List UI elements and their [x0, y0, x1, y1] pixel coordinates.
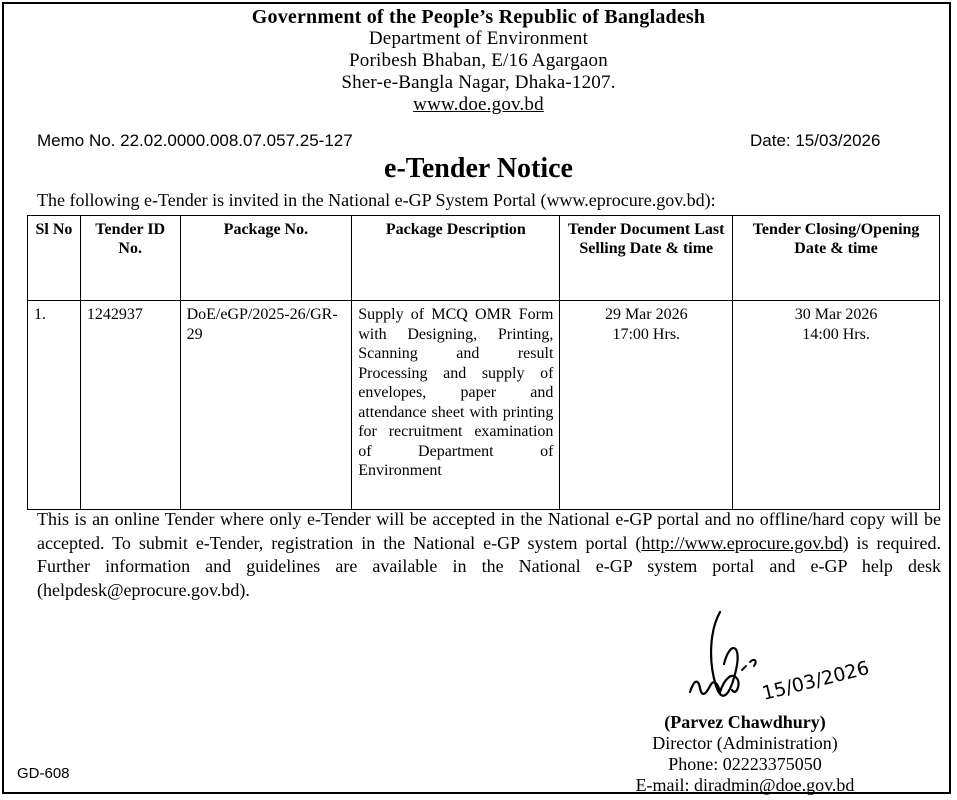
header-package-description: Package Description — [352, 216, 560, 301]
handwritten-signature — [680, 600, 900, 710]
header-package-no: Package No. — [180, 216, 352, 301]
doc-selling-time: 17:00 Hrs. — [612, 325, 681, 343]
signer-block — [600, 712, 890, 796]
website-link[interactable]: www.doe.gov.bd — [413, 94, 544, 115]
cell-package-description: Supply of MCQ OMR Form with Designing, Printing, Scanning and result Processing and supply of envelopes, paper and attendance sheet with printing for recruitment examination of Department of Environment — [352, 301, 560, 510]
address-line-2: Sher-e-Bangla Nagar, Dhaka-1207. — [341, 72, 616, 93]
instructions-part-1: This is an online Tender where only e-Tender will be accepted in the National e-GP portal and no offline/hard copy will be accepted. To submit e-Tender, registration in the National e-GP system portal ( — [37, 509, 941, 553]
footer-code: GD-608 — [17, 765, 70, 782]
memo-number: Memo No. 22.02.0000.008.07.057.25-127 — [37, 131, 353, 150]
signer-phone: Phone: 02223375050 — [668, 754, 822, 774]
signer-designation: Director (Administration) — [652, 733, 838, 753]
cell-package-no: DoE/eGP/2025-26/GR-29 — [180, 301, 352, 510]
notice-date: Date: 15/03/2026 — [750, 131, 881, 150]
tender-table — [27, 215, 940, 510]
department-name: Department of Environment — [368, 28, 589, 49]
header-sl: Sl No — [28, 216, 81, 301]
signer-name: (Parvez Chawdhury) — [664, 712, 826, 732]
header-tender-id: Tender ID No. — [80, 216, 180, 301]
table-row — [28, 301, 940, 510]
instructions-paragraph — [37, 508, 941, 602]
header-doc-selling-date: Tender Document Last Selling Date & time — [560, 216, 733, 301]
cell-closing-date — [733, 301, 940, 510]
signature-date: 15/03/2026 — [759, 657, 872, 705]
doc-selling-date: 29 Mar 2026 — [604, 306, 688, 323]
cell-sl: 1. — [28, 301, 81, 510]
page-title: e-Tender Notice — [384, 153, 573, 184]
letterhead — [0, 6, 957, 116]
eprocure-link[interactable]: http://www.eprocure.gov.bd — [641, 532, 843, 553]
closing-date: 30 Mar 2026 — [794, 306, 878, 323]
government-name: Government of the People’s Republic of Bangladesh — [251, 6, 706, 28]
cell-doc-selling-date — [560, 301, 733, 510]
address-line-1: Poribesh Bhaban, E/16 Agargaon — [349, 50, 608, 71]
cell-tender-id: 1242937 — [80, 301, 180, 510]
header-closing-date: Tender Closing/Opening Date & time — [733, 216, 940, 301]
intro-text: The following e-Tender is invited in the National e-GP System Portal (www.eprocure.gov.bd): — [37, 190, 716, 210]
closing-time: 14:00 Hrs. — [802, 325, 870, 343]
instructions-part-2: ) is required. Further information and guidelines are available in the National e-GP system portal and e-GP help desk (helpdesk@eprocure.gov.bd). — [37, 532, 941, 600]
signer-email[interactable]: E-mail: diradmin@doe.gov.bd — [635, 775, 855, 795]
table-header-row — [28, 216, 940, 301]
